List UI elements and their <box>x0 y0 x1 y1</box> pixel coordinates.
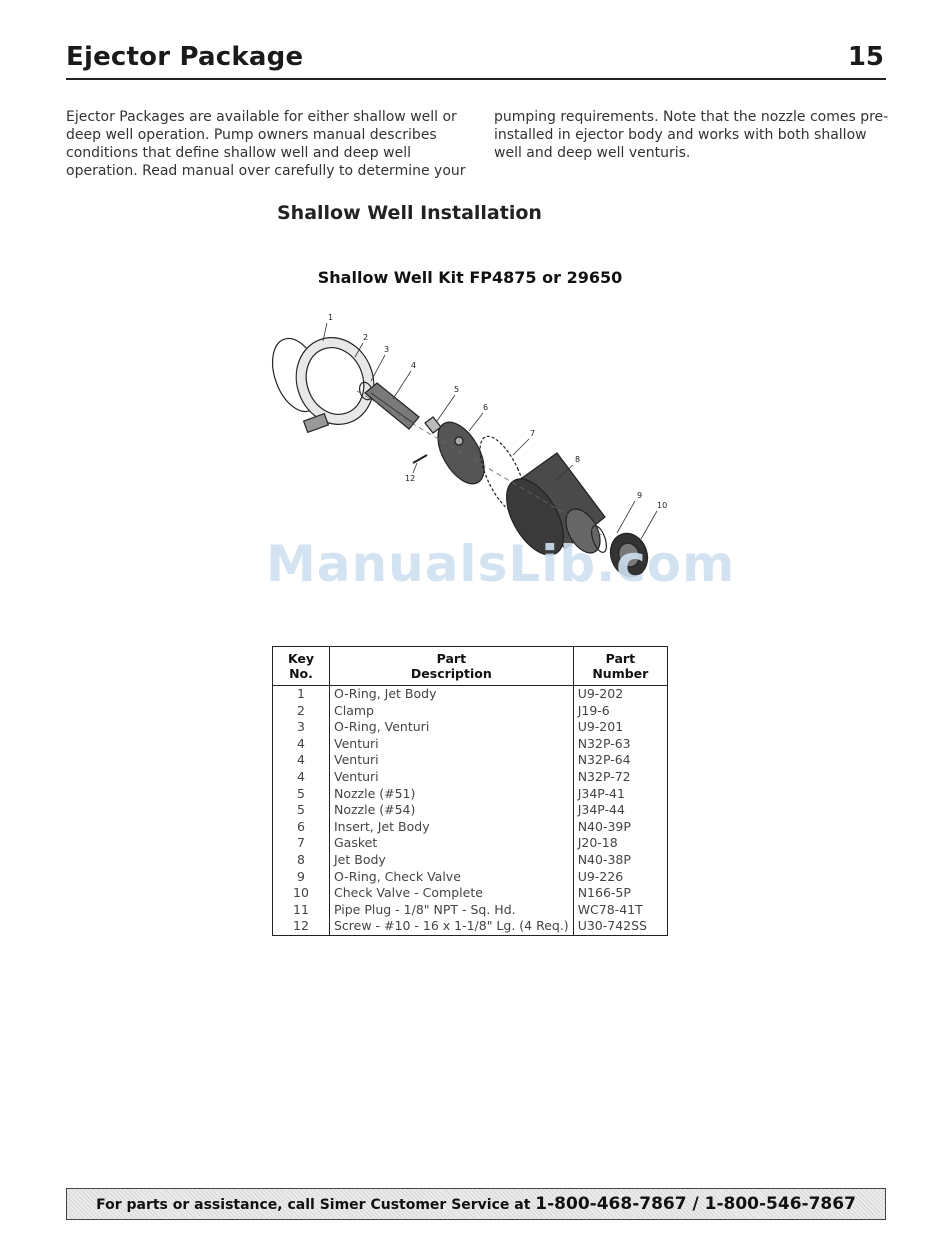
table-row <box>273 885 668 902</box>
key-cell: 9 <box>297 868 305 884</box>
footer-service-text: For parts or assistance, call Simer Customer Service at <box>96 1197 536 1213</box>
header-part-description: Part Description <box>330 647 574 686</box>
table-row <box>273 786 668 803</box>
table-row <box>273 769 668 786</box>
header-key-no: Key No. <box>273 647 330 686</box>
key-cell: 1 <box>297 686 305 701</box>
page-header <box>66 42 886 80</box>
part-number-cell: WC78-41T <box>573 902 667 919</box>
key-cell: 5 <box>297 802 305 818</box>
description-cell: Check Valve - Complete <box>330 885 574 902</box>
callout-9: 9 <box>637 491 643 500</box>
description-cell: O-Ring, Check Valve <box>330 869 574 886</box>
callout-12: 12 <box>405 474 416 483</box>
part-number-cell: U9-202 <box>573 686 667 703</box>
part-number-cell: N32P-63 <box>573 736 667 753</box>
callout-5: 5 <box>454 385 460 394</box>
intro-paragraph-left: Ejector Packages are available for either shallow well or deep well operation. Pump owners manual describes conditions that define shallow well and deep well operation. Read manual over carefully to determine your <box>66 109 466 179</box>
footer-banner <box>66 1188 886 1220</box>
screw-part <box>413 455 427 463</box>
table-row <box>273 835 668 852</box>
key-cell: 8 <box>297 851 305 867</box>
key-cell: 11 <box>293 901 309 917</box>
table-row <box>273 686 668 703</box>
table-row <box>273 736 668 753</box>
description-cell: Insert, Jet Body <box>330 819 574 836</box>
part-number-cell: U9-226 <box>573 869 667 886</box>
table-row <box>273 902 668 919</box>
part-number-cell: U9-201 <box>573 719 667 736</box>
key-cell: 12 <box>293 918 309 934</box>
callout-10: 10 <box>657 501 668 510</box>
venturi-part <box>365 383 419 429</box>
callout-8: 8 <box>575 455 581 464</box>
table-row <box>273 703 668 720</box>
callout-6: 6 <box>483 403 489 412</box>
table-row <box>273 802 668 819</box>
header-part-number: Part Number <box>573 647 667 686</box>
intro-paragraph-right: pumping requirements. Note that the nozzle comes pre-installed in ejector body and works with both shallow well and deep well venturis. <box>494 109 889 161</box>
key-cell: 4 <box>297 752 305 768</box>
section-heading: Shallow Well Installation <box>277 202 542 224</box>
description-cell: Venturi <box>330 752 574 769</box>
footer-phone-numbers: 1-800-468-7867 / 1-800-546-7867 <box>535 1194 856 1214</box>
part-number-cell: J34P-44 <box>573 802 667 819</box>
table-row <box>273 719 668 736</box>
part-number-cell: N40-39P <box>573 819 667 836</box>
page-title: Ejector Package <box>66 42 304 72</box>
description-cell: Pipe Plug - 1/8" NPT - Sq. Hd. <box>330 902 574 919</box>
table-row <box>273 819 668 836</box>
callout-4: 4 <box>411 361 417 370</box>
callout-7: 7 <box>530 429 536 438</box>
description-cell: Venturi <box>330 769 574 786</box>
description-cell: O-Ring, Venturi <box>330 719 574 736</box>
parts-table <box>272 646 668 936</box>
callout-2: 2 <box>363 333 369 342</box>
table-header-row <box>273 647 668 686</box>
callout-3: 3 <box>384 345 390 354</box>
key-cell: 6 <box>297 818 305 834</box>
description-cell: Nozzle (#51) <box>330 786 574 803</box>
part-number-cell: J34P-41 <box>573 786 667 803</box>
table-row <box>273 852 668 869</box>
part-number-cell: N40-38P <box>573 852 667 869</box>
table-row <box>273 869 668 886</box>
part-number-cell: J19-6 <box>573 703 667 720</box>
key-cell: 5 <box>297 785 305 801</box>
key-cell: 4 <box>297 768 305 784</box>
part-number-cell: N166-5P <box>573 885 667 902</box>
clamp-part <box>284 327 386 436</box>
description-cell: Gasket <box>330 835 574 852</box>
key-cell: 4 <box>297 735 305 751</box>
part-number-cell: N32P-64 <box>573 752 667 769</box>
description-cell: Jet Body <box>330 852 574 869</box>
description-cell: Screw - #10 - 16 x 1-1/8" Lg. (4 Req.) <box>330 918 574 935</box>
key-cell: 7 <box>297 835 305 851</box>
description-cell: Venturi <box>330 736 574 753</box>
part-number-cell: U30-742SS <box>573 918 667 935</box>
key-cell: 10 <box>293 885 309 901</box>
page-number: 15 <box>847 42 884 72</box>
key-cell: 3 <box>297 719 305 735</box>
watermark: ManualsLib.com <box>266 535 736 593</box>
key-cell: 2 <box>297 702 305 718</box>
kit-heading: Shallow Well Kit FP4875 or 29650 <box>317 268 623 287</box>
description-cell: Nozzle (#54) <box>330 802 574 819</box>
part-number-cell: N32P-72 <box>573 769 667 786</box>
table-row <box>273 918 668 935</box>
table-row <box>273 752 668 769</box>
callout-1: 1 <box>328 313 334 322</box>
footer-text <box>67 1194 885 1214</box>
description-cell: O-Ring, Jet Body <box>330 686 574 703</box>
part-number-cell: J20-18 <box>573 835 667 852</box>
description-cell: Clamp <box>330 703 574 720</box>
